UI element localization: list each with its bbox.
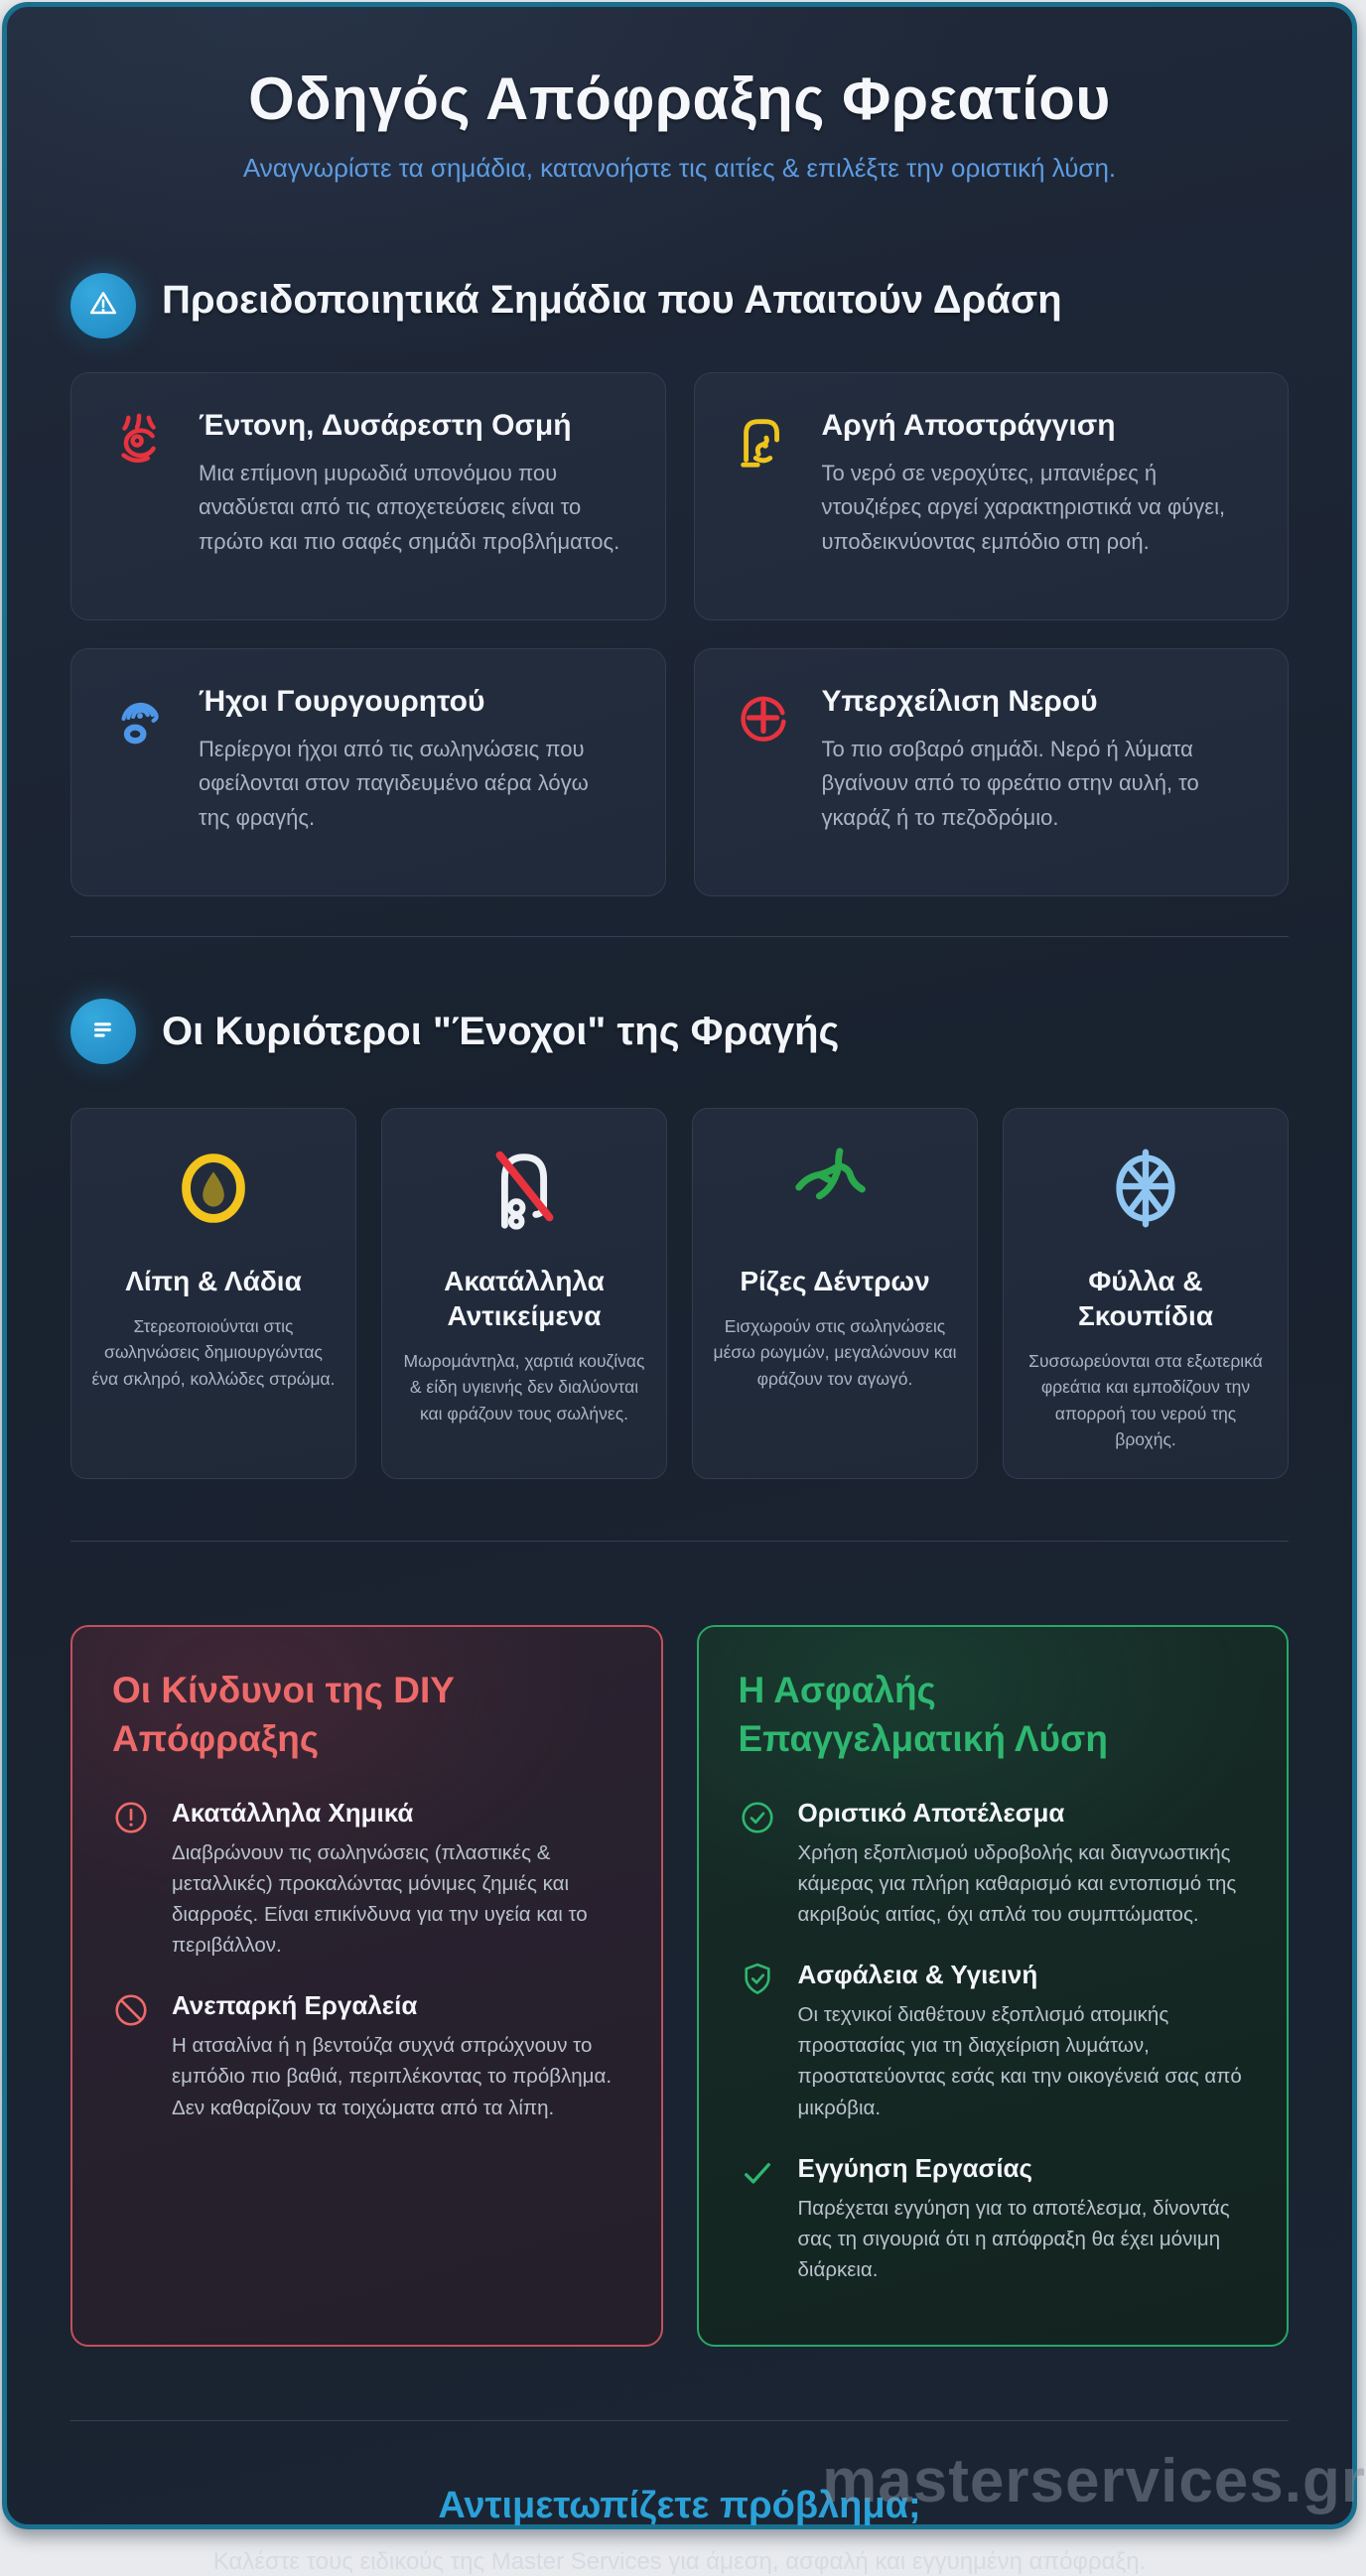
sign-card-desc: Μια επίμονη μυρωδιά υπονόμου που αναδύεται από τις αποχετεύσεις είναι το πρώτο και πιο σαφές σημάδι προβλήματος.	[199, 461, 620, 554]
diy-item	[112, 1990, 621, 2122]
sign-card	[70, 648, 666, 896]
signs-section-title: Προειδοποιητικά Σημάδια που Απαιτούν Δράση	[162, 278, 1062, 322]
pro-item	[739, 2153, 1248, 2285]
sign-card-desc: Περίεργοι ήχοι από τις σωληνώσεις που οφείλονται στον παγιδευμένο αέρα λόγω της φραγής.	[199, 737, 589, 830]
slow-drain-icon	[733, 409, 794, 590]
sign-card-body	[199, 409, 621, 590]
diy-item	[112, 1798, 621, 1962]
sign-card-body	[199, 685, 621, 866]
pro-item-desc: Χρήση εξοπλισμού υδροβολής και διαγνωστικής κάμερας για πλήρη καθαρισμό και εντοπισμό της ακριβούς αιτίας, όχι απλά του συμπτώματος.	[797, 1840, 1237, 1926]
sign-card-desc: Το πιο σοβαρό σημάδι. Νερό ή λύματα βγαίνουν από το φρεάτιο στην αυλή, το γκαράζ ή το πεζοδρόμιο.	[821, 737, 1199, 830]
culprit-card-desc: Στερεοποιούνται στις σωληνώσεις δημιουργώντας ένα σκληρό, κολλώδες στρώμα.	[91, 1316, 336, 1389]
culprits-grid	[70, 1108, 1289, 1479]
watermark: masterservices.gr	[822, 2447, 1366, 2515]
culprit-card	[70, 1108, 356, 1479]
warning-triangle-icon	[85, 286, 121, 327]
diy-item-title: Ανεπαρκή Εργαλεία	[172, 1990, 418, 2021]
signs-section-header	[70, 273, 1289, 339]
gurgling-sound-icon	[109, 685, 171, 866]
signs-grid	[70, 372, 1289, 896]
sign-card	[694, 648, 1290, 896]
culprit-card	[692, 1108, 978, 1479]
diy-item-body	[172, 1990, 621, 2122]
sign-card-title: Υπερχείλιση Νερού	[821, 685, 1098, 718]
pro-solution-panel	[697, 1625, 1290, 2347]
culprit-card-desc: Συσσωρεύονται στα εξωτερικά φρεάτια και εμποδίζουν την απορροή του νερού της βροχής.	[1028, 1351, 1263, 1449]
pro-item-body	[798, 1960, 1248, 2123]
shield-check-icon	[739, 1960, 776, 2123]
culprit-card-title: Λίπη & Λάδια	[125, 1266, 302, 1296]
comparison-section	[70, 1625, 1289, 2347]
pro-item-body	[798, 2153, 1248, 2285]
diy-item-title: Ακατάλληλα Χημικά	[172, 1797, 414, 1828]
diy-dangers-panel	[70, 1625, 663, 2347]
list-icon	[85, 1012, 121, 1052]
culprits-section-badge	[70, 999, 136, 1064]
sign-card-title: Αργή Αποστράγγιση	[821, 409, 1116, 442]
section-divider	[70, 2420, 1289, 2421]
diy-item-body	[172, 1798, 621, 1962]
sign-card-title: Ήχοι Γουργουρητού	[199, 685, 485, 718]
culprit-card-title: Φύλλα & Σκουπίδια	[1077, 1266, 1214, 1331]
tree-roots-icon	[713, 1137, 957, 1240]
pro-panel-title: Η Ασφαλής Επαγγελματική Λύση	[738, 1670, 1108, 1759]
page-subtitle: Αναγνωρίστε τα σημάδια, κατανοήστε τις αιτίες & επιλέξτε την οριστική λύση.	[242, 153, 1117, 183]
pro-item-title: Ασφάλεια & Υγιεινή	[797, 1960, 1038, 1990]
pro-item-title: Οριστικό Αποτέλεσμα	[797, 1797, 1065, 1828]
content-area	[7, 7, 1366, 2576]
alert-circle-icon	[112, 1798, 150, 1962]
check-icon	[739, 2153, 776, 2285]
ban-icon	[112, 1990, 150, 2122]
diy-item-desc: Διαβρώνουν τις σωληνώσεις (πλαστικές & μεταλλικές) προκαλώντας μόνιμες ζημιές και διαρροές. Είναι επικίνδυνα για την υγεία και το περιβάλλον.	[172, 1840, 588, 1958]
leaves-debris-icon	[1024, 1137, 1268, 1240]
sign-card-title: Έντονη, Δυσάρεστη Οσμή	[199, 409, 572, 442]
sign-card-desc: Το νερό σε νεροχύτες, μπανιέρες ή ντουζιέρες αργεί χαρακτηριστικά να φύγει, υποδεικνύοντας εμπόδιο στη ροή.	[821, 461, 1226, 554]
footer-text: Καλέστε τους ειδικούς της Master Services για άμεση, ασφαλή και εγγυημένη απόφραξη.	[212, 2548, 1147, 2576]
page-title: Οδηγός Απόφραξης Φρεατίου	[248, 66, 1111, 132]
main-card	[2, 2, 1366, 2576]
pro-item	[739, 1798, 1248, 1930]
pro-item	[739, 1960, 1248, 2123]
sign-card	[70, 372, 666, 620]
pro-item-desc: Παρέχεται εγγύηση για το αποτέλεσμα, δίνοντάς σας τη σιγουριά ότι η απόφραξη θα έχει μόνιμη διάρκεια.	[797, 2196, 1230, 2282]
culprit-card-title: Ρίζες Δέντρων	[740, 1266, 930, 1296]
section-divider	[70, 1541, 1289, 1542]
culprit-card	[1003, 1108, 1289, 1479]
culprit-card-desc: Μωρομάντηλα, χαρτιά κουζίνας & είδη υγιεινής δεν διαλύονται και φράζουν τους σωλήνες.	[403, 1351, 645, 1424]
check-circle-icon	[739, 1798, 776, 1930]
culprit-card	[381, 1108, 667, 1479]
pro-item-desc: Οι τεχνικοί διαθέτουν εξοπλισμό ατομικής προστασίας για τη διαχείριση λυμάτων, προστατεύοντας εσάς και την οικογένειά σας από μικρόβια.	[797, 2003, 1242, 2119]
grease-oil-icon	[91, 1137, 336, 1240]
signs-section-badge	[70, 273, 136, 339]
sign-card	[694, 372, 1290, 620]
sign-card-body	[822, 409, 1245, 590]
diy-item-desc: Η ατσαλίνα ή η βεντούζα συχνά σπρώχνουν το εμπόδιο πιο βαθιά, περιπλέκοντας το πρόβλημα. Δεν καθαρίζουν τα τοιχώματα από τα λίπη.	[172, 2034, 613, 2119]
section-divider	[70, 936, 1289, 937]
culprit-card-desc: Εισχωρούν στις σωληνώσεις μέσω ρωγμών, μεγαλώνουν και φράζουν τον αγωγό.	[713, 1316, 957, 1389]
culprit-card-title: Ακατάλληλα Αντικείμενα	[444, 1266, 605, 1331]
diy-panel-title: Οι Κίνδυνοι της DIY Απόφραξης	[112, 1670, 455, 1759]
overflow-icon	[733, 685, 794, 866]
culprits-section-header	[70, 999, 1289, 1064]
pro-item-title: Εγγύηση Εργασίας	[797, 2152, 1033, 2183]
wipes-no-icon	[402, 1137, 646, 1240]
smell-icon	[109, 409, 171, 590]
sign-card-body	[822, 685, 1245, 866]
pro-item-body	[798, 1798, 1248, 1930]
footer-heading: Αντιμετωπίζετε πρόβλημα;	[438, 2485, 921, 2527]
culprits-section-title: Οι Κυριότεροι "Ένοχοι" της Φραγής	[162, 1010, 840, 1054]
